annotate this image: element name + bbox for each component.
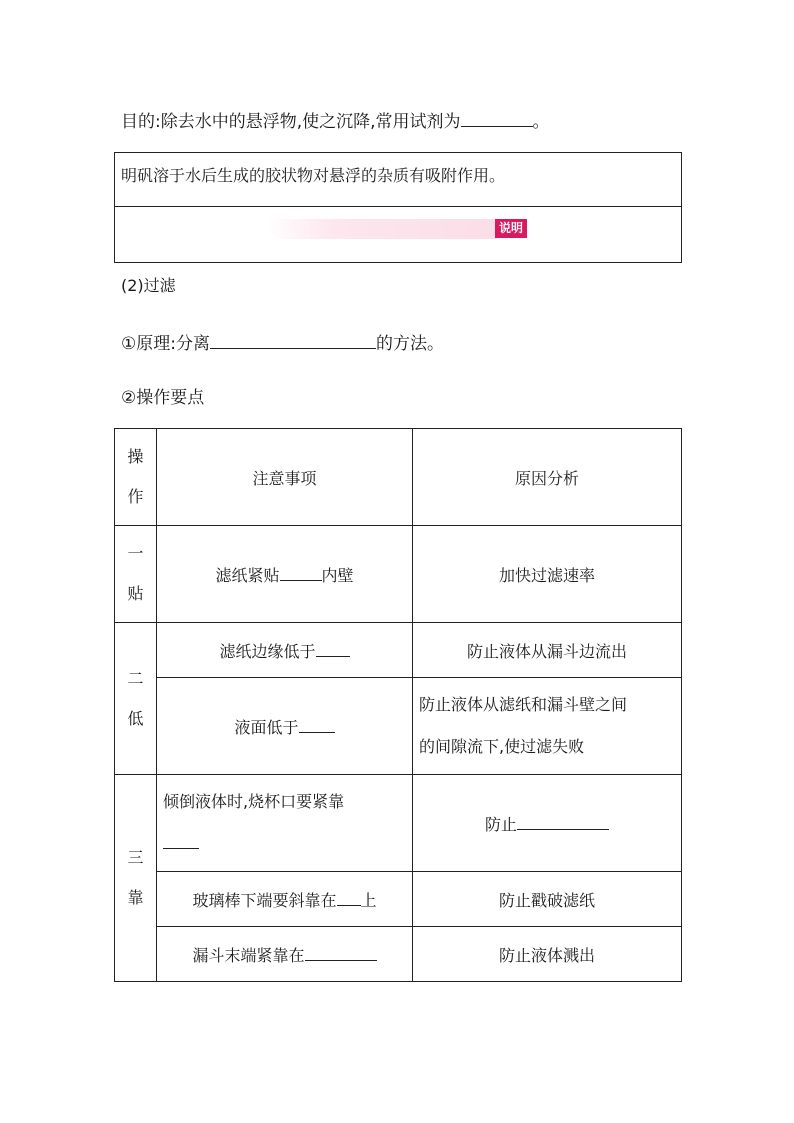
note-cell: 液面低于 — [157, 678, 413, 775]
note-cell: 滤纸紧贴 内壁 — [157, 526, 413, 623]
answer-blank[interactable] — [280, 564, 322, 581]
answer-blank[interactable] — [163, 832, 199, 849]
op-er-di: 二 低 — [115, 623, 157, 775]
table-row-er-di-1 — [115, 623, 682, 678]
reason-cell: 防止戳破滤纸 — [413, 872, 682, 927]
header-op: 操 作 — [115, 429, 157, 526]
table-row-yi-tie — [115, 526, 682, 623]
note-tag-row — [115, 207, 681, 262]
ribbon-decoration — [265, 219, 497, 239]
reason-cell: 加快过滤速率 — [413, 526, 682, 623]
header-reason: 原因分析 — [413, 429, 682, 526]
table-row-san-kao-2 — [115, 872, 682, 927]
operation-heading: ②操作要点 — [121, 388, 205, 408]
answer-blank[interactable] — [299, 716, 335, 733]
answer-blank[interactable] — [210, 332, 376, 349]
note-cell: 倾倒液体时,烧杯口要紧靠 — [157, 775, 413, 872]
table-row-san-kao-1 — [115, 775, 682, 872]
note-cell: 玻璃棒下端要斜靠在 上 — [157, 872, 413, 927]
purpose-line — [121, 107, 550, 132]
note-box — [114, 152, 682, 263]
filtration-table — [114, 428, 682, 982]
note-cell: 滤纸边缘低于 — [157, 623, 413, 678]
answer-blank[interactable] — [517, 813, 609, 830]
note-tag: 说明 — [495, 219, 527, 238]
header-notes: 注意事项 — [157, 429, 413, 526]
principle-line — [121, 329, 444, 354]
reason-cell: 防止液体从滤纸和漏斗壁之间 的间隙流下,使过滤失败 — [413, 678, 682, 775]
answer-blank[interactable] — [305, 944, 377, 961]
note-cell: 漏斗末端紧靠在 — [157, 927, 413, 982]
reason-cell: 防止液体溅出 — [413, 927, 682, 982]
principle-end: 的方法。 — [375, 334, 444, 354]
table-row-er-di-2 — [115, 678, 682, 775]
op-san-kao: 三 靠 — [115, 775, 157, 982]
principle-text: ①原理:分离 — [121, 334, 210, 354]
table-header-row — [115, 429, 682, 526]
reason-cell: 防止 — [413, 775, 682, 872]
purpose-end: 。 — [532, 112, 550, 132]
answer-blank[interactable] — [337, 889, 361, 906]
purpose-text: 目的:除去水中的悬浮物,使之沉降,常用试剂为 — [121, 112, 461, 132]
op-yi-tie: 一 贴 — [115, 526, 157, 623]
note-text: 明矾溶于水后生成的胶状物对悬浮的杂质有吸附作用。 — [115, 153, 681, 207]
answer-blank[interactable] — [461, 110, 533, 127]
reason-cell: 防止液体从漏斗边流出 — [413, 623, 682, 678]
answer-blank[interactable] — [316, 640, 350, 657]
section-title: (2)过滤 — [121, 276, 176, 295]
table-row-san-kao-3 — [115, 927, 682, 982]
